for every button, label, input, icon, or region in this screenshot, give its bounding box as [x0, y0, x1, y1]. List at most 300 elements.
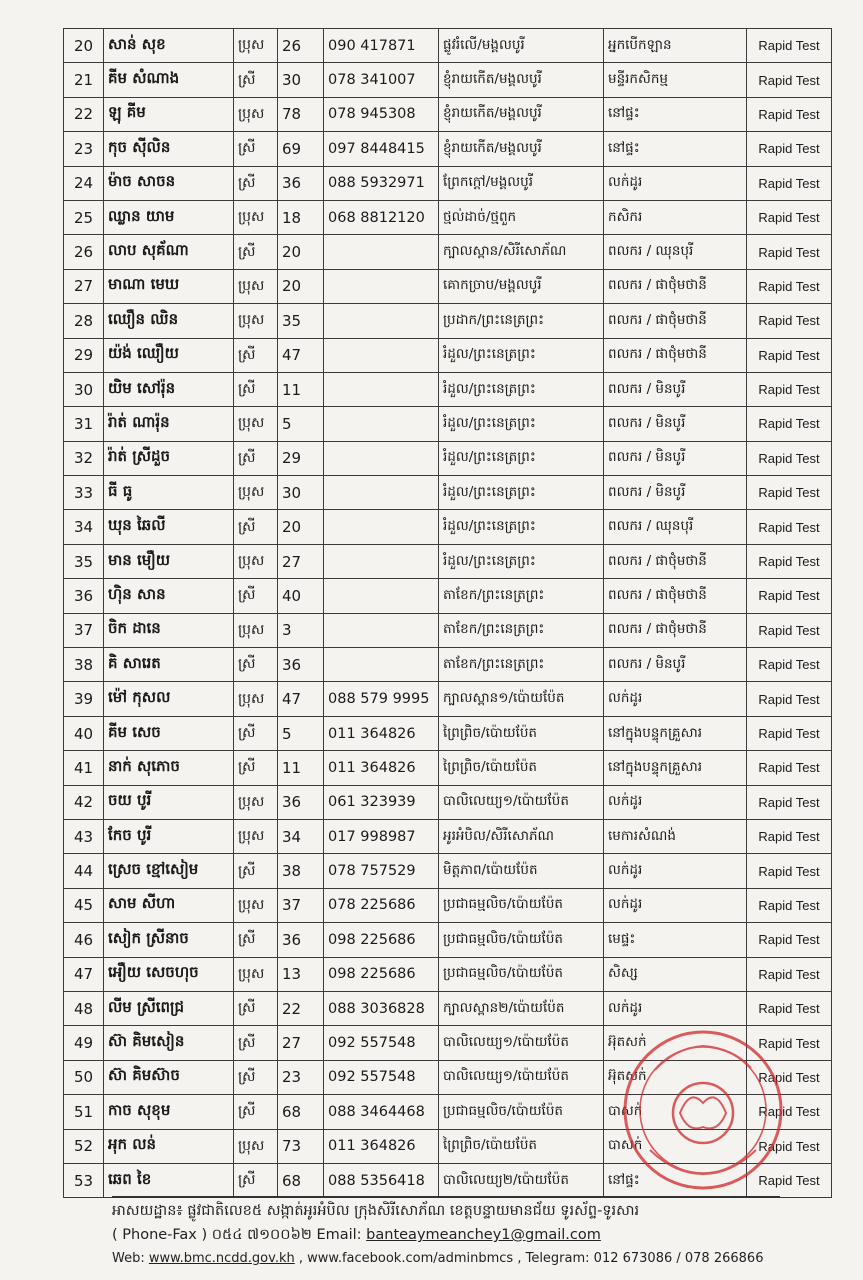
patient-phone — [324, 235, 439, 269]
patient-name: អុក លន់ — [104, 1129, 234, 1163]
patient-age: 27 — [278, 544, 324, 578]
patient-phone: 068 8812120 — [324, 200, 439, 234]
patient-age: 27 — [278, 1026, 324, 1060]
patient-phone: 088 5356418 — [324, 1163, 439, 1197]
patient-occupation: លក់ដូរ — [604, 854, 747, 888]
patient-sex: ស្រី — [234, 648, 278, 682]
patient-sex: ស្រី — [234, 510, 278, 544]
patient-sex: ប្រុស — [234, 476, 278, 510]
test-type: Rapid Test — [747, 510, 832, 544]
table-row — [64, 544, 832, 578]
patient-phone: 088 3036828 — [324, 991, 439, 1025]
test-type: Rapid Test — [747, 579, 832, 613]
patient-sex: ស្រី — [234, 1060, 278, 1094]
test-type: Rapid Test — [747, 1095, 832, 1129]
patient-occupation: កសិករ — [604, 200, 747, 234]
patient-name: សៀក ស្រីនាច — [104, 923, 234, 957]
patient-occupation: នៅក្នុងបន្ទុកគ្រួសារ — [604, 716, 747, 750]
test-type: Rapid Test — [747, 923, 832, 957]
patient-occupation: នៅផ្ទះ — [604, 1163, 747, 1197]
patient-occupation: លក់ដូរ — [604, 682, 747, 716]
patient-address: ប្រជាធម្មលិច/ប៉ោយប៉ែត — [439, 957, 604, 991]
patient-address: រំដួល/ព្រះនេត្រព្រះ — [439, 372, 604, 406]
test-type: Rapid Test — [747, 751, 832, 785]
patient-occupation: អ៊ុតសក់ — [604, 1060, 747, 1094]
row-number: 24 — [64, 166, 104, 200]
test-type: Rapid Test — [747, 1129, 832, 1163]
test-type: Rapid Test — [747, 29, 832, 63]
patient-phone: 098 225686 — [324, 957, 439, 991]
patient-name: ម៉ៅ កុសល — [104, 682, 234, 716]
patient-name: ឃុន ឆៃលី — [104, 510, 234, 544]
patient-address: ក្បាលស្ពាន១/ប៉ោយប៉ែត — [439, 682, 604, 716]
patient-phone — [324, 613, 439, 647]
table-row — [64, 407, 832, 441]
table-row — [64, 613, 832, 647]
patient-address: បាលិលេយ្យ១/ប៉ោយប៉ែត — [439, 1060, 604, 1094]
table-row — [64, 819, 832, 853]
test-type: Rapid Test — [747, 854, 832, 888]
patient-phone: 092 557548 — [324, 1026, 439, 1060]
patient-sex: ស្រី — [234, 372, 278, 406]
patient-name: អឿយ សេចហុច — [104, 957, 234, 991]
table-row — [64, 235, 832, 269]
patient-sex: ប្រុស — [234, 269, 278, 303]
row-number: 50 — [64, 1060, 104, 1094]
test-type: Rapid Test — [747, 1060, 832, 1094]
patient-address: ប្រដាក/ព្រះនេត្រព្រះ — [439, 304, 604, 338]
patient-address: បាលិលេយ្យ១/ប៉ោយប៉ែត — [439, 1026, 604, 1060]
patient-occupation: មេការសំណង់ — [604, 819, 747, 853]
patient-address: ថ្មល់ដាច់/ថ្មពួក — [439, 200, 604, 234]
patient-address: ប្រជាធម្មលិច/ប៉ោយប៉ែត — [439, 1095, 604, 1129]
footer-web-line — [112, 1247, 812, 1271]
row-number: 20 — [64, 29, 104, 63]
patient-occupation: ពលករ / ឈុនបុរី — [604, 510, 747, 544]
patient-age: 73 — [278, 1129, 324, 1163]
table-row — [64, 510, 832, 544]
patient-address: រំដួល/ព្រះនេត្រព្រះ — [439, 476, 604, 510]
patient-name: មាន មឿយ — [104, 544, 234, 578]
table-row — [64, 1163, 832, 1197]
row-number: 38 — [64, 648, 104, 682]
patient-occupation: លក់ដូរ — [604, 888, 747, 922]
address-text: ផ្លូវជាតិលេខ៥ សង្កាត់អូរអំបិល ក្រុងសិរីសោភ័ណ ខេត្តបន្ទាយមានជ័យ ទូរស័ព្ទ-ទូរសារ — [187, 1203, 640, 1219]
table-row — [64, 476, 832, 510]
patient-occupation: ពលករ / ផាថុំមថានី — [604, 338, 747, 372]
patient-sex: ស្រី — [234, 1095, 278, 1129]
patient-age: 47 — [278, 682, 324, 716]
patient-name: គីម សេច — [104, 716, 234, 750]
row-number: 28 — [64, 304, 104, 338]
patient-sex: ស្រី — [234, 751, 278, 785]
table-row — [64, 923, 832, 957]
patient-sex: ស្រី — [234, 338, 278, 372]
patient-phone — [324, 407, 439, 441]
patient-address: តាខែក/ព្រះនេត្រព្រះ — [439, 613, 604, 647]
test-type: Rapid Test — [747, 991, 832, 1025]
row-number: 49 — [64, 1026, 104, 1060]
patient-name: ចិក ដានេ — [104, 613, 234, 647]
patient-age: 36 — [278, 923, 324, 957]
test-type: Rapid Test — [747, 819, 832, 853]
patient-name: សាន់ សុខ — [104, 29, 234, 63]
patient-age: 5 — [278, 407, 324, 441]
table-row — [64, 200, 832, 234]
patient-phone: 078 945308 — [324, 97, 439, 131]
test-type: Rapid Test — [747, 372, 832, 406]
test-type: Rapid Test — [747, 476, 832, 510]
patient-age: 68 — [278, 1095, 324, 1129]
test-type: Rapid Test — [747, 200, 832, 234]
patient-occupation: ពលករ / មិនបូរី — [604, 476, 747, 510]
patient-phone — [324, 304, 439, 338]
footer-address-line — [112, 1199, 812, 1223]
patient-occupation: ពលករ / ផាថុំមថានី — [604, 544, 747, 578]
website-link[interactable]: www.bmc.ncdd.gov.kh — [148, 1251, 295, 1266]
patient-name: គីម សំណាង — [104, 63, 234, 97]
patient-phone — [324, 648, 439, 682]
patient-phone — [324, 269, 439, 303]
patient-occupation: អ្នកបើកឡាន — [604, 29, 747, 63]
test-type: Rapid Test — [747, 888, 832, 922]
patient-name: សាម សីហា — [104, 888, 234, 922]
patient-name: ស៊ា គិមស៊ាច — [104, 1060, 234, 1094]
table-row — [64, 304, 832, 338]
patient-sex: ប្រុស — [234, 200, 278, 234]
patient-occupation: ពលករ / ឈុនបុរី — [604, 235, 747, 269]
patient-address: ផ្លូវរំលើ/មង្គលបូរី — [439, 29, 604, 63]
patient-name: កាច សុខុម — [104, 1095, 234, 1129]
row-number: 21 — [64, 63, 104, 97]
patient-name: ឡុ គីម — [104, 97, 234, 131]
test-type: Rapid Test — [747, 682, 832, 716]
patient-age: 3 — [278, 613, 324, 647]
patient-address: ព្រៃព្រិច/ប៉ោយប៉ែត — [439, 716, 604, 750]
patient-age: 36 — [278, 785, 324, 819]
patient-address: បាលិលេយ្យ១/ប៉ោយប៉ែត — [439, 785, 604, 819]
patient-address: ក្បាលស្ពាន២/ប៉ោយប៉ែត — [439, 991, 604, 1025]
patient-address: ព្រៃព្រិច/ប៉ោយប៉ែត — [439, 1129, 604, 1163]
patient-occupation: ពលករ / មិនបូរី — [604, 407, 747, 441]
patient-address: ខ្ញុំរាយកើត/មង្គលបូរី — [439, 63, 604, 97]
patient-phone: 011 364826 — [324, 1129, 439, 1163]
test-type: Rapid Test — [747, 1163, 832, 1197]
table-row — [64, 854, 832, 888]
patient-age: 36 — [278, 166, 324, 200]
patient-phone: 090 417871 — [324, 29, 439, 63]
table-row — [64, 991, 832, 1025]
patient-phone: 078 341007 — [324, 63, 439, 97]
test-type: Rapid Test — [747, 1026, 832, 1060]
patient-phone: 098 225686 — [324, 923, 439, 957]
footer-divider — [112, 1196, 780, 1198]
row-number: 41 — [64, 751, 104, 785]
patient-name: យិម សៅរ៉ុន — [104, 372, 234, 406]
patient-address: មិត្តភាព/ប៉ោយប៉ែត — [439, 854, 604, 888]
patient-occupation: មេផ្ទះ — [604, 923, 747, 957]
patient-address: រំដួល/ព្រះនេត្រព្រះ — [439, 544, 604, 578]
patient-table — [63, 28, 832, 1198]
patient-age: 20 — [278, 510, 324, 544]
patient-sex: ស្រី — [234, 235, 278, 269]
patient-age: 11 — [278, 372, 324, 406]
patient-name: មាណា មេឃ — [104, 269, 234, 303]
table-row — [64, 372, 832, 406]
patient-name: ម៉ាច សាចន — [104, 166, 234, 200]
patient-occupation: នៅផ្ទះ — [604, 132, 747, 166]
patient-phone: 092 557548 — [324, 1060, 439, 1094]
table-row — [64, 1129, 832, 1163]
patient-phone: 088 579 9995 — [324, 682, 439, 716]
row-number: 27 — [64, 269, 104, 303]
web-label: Web: — [112, 1251, 145, 1266]
table-row — [64, 269, 832, 303]
row-number: 39 — [64, 682, 104, 716]
patient-age: 40 — [278, 579, 324, 613]
patient-phone: 078 225686 — [324, 888, 439, 922]
patient-phone: 011 364826 — [324, 716, 439, 750]
row-number: 33 — [64, 476, 104, 510]
test-type: Rapid Test — [747, 544, 832, 578]
patient-occupation: ពលករ / មិនបូរី — [604, 648, 747, 682]
table-row — [64, 29, 832, 63]
patient-sex: ប្រុស — [234, 819, 278, 853]
patient-name: កែច បូរី — [104, 819, 234, 853]
patient-occupation: ពលករ / ផាថុំមថានី — [604, 613, 747, 647]
patient-sex: ស្រី — [234, 132, 278, 166]
patient-name: ស៊ា គិមសៀន — [104, 1026, 234, 1060]
patient-age: 20 — [278, 235, 324, 269]
patient-address: រំដួល/ព្រះនេត្រព្រះ — [439, 407, 604, 441]
table-row — [64, 1026, 832, 1060]
patient-occupation: ពលករ / ផាថុំមថានី — [604, 269, 747, 303]
patient-occupation: ពលករ / មិនបូរី — [604, 372, 747, 406]
patient-name: ឈឿន ឈិន — [104, 304, 234, 338]
table-row — [64, 1095, 832, 1129]
table-row — [64, 716, 832, 750]
patient-occupation: ពលករ / ផាថុំមថានី — [604, 579, 747, 613]
test-type: Rapid Test — [747, 304, 832, 338]
patient-age: 30 — [278, 476, 324, 510]
test-type: Rapid Test — [747, 338, 832, 372]
patient-phone: 078 757529 — [324, 854, 439, 888]
email-link[interactable]: banteaymeanchey1@gmail.com — [366, 1227, 601, 1243]
patient-age: 5 — [278, 716, 324, 750]
patient-sex: ស្រី — [234, 854, 278, 888]
patient-sex: ស្រី — [234, 716, 278, 750]
patient-occupation: ពលករ / មិនបូរី — [604, 441, 747, 475]
telegram-text: , Telegram: 012 673086 / 078 266866 — [517, 1251, 764, 1266]
row-number: 36 — [64, 579, 104, 613]
test-type: Rapid Test — [747, 716, 832, 750]
table-row — [64, 338, 832, 372]
row-number: 22 — [64, 97, 104, 131]
footer — [112, 1199, 812, 1271]
patient-sex: ស្រី — [234, 166, 278, 200]
patient-name: រ៉ាត់ ណារ៉ុន — [104, 407, 234, 441]
row-number: 35 — [64, 544, 104, 578]
patient-occupation: លក់ដូរ — [604, 166, 747, 200]
patient-address: អូរអំបិល/សិរីសោភ័ណ — [439, 819, 604, 853]
patient-phone — [324, 476, 439, 510]
patient-occupation: បាសក់ — [604, 1129, 747, 1163]
patient-sex: ប្រុស — [234, 29, 278, 63]
test-type: Rapid Test — [747, 648, 832, 682]
patient-phone: 017 998987 — [324, 819, 439, 853]
test-type: Rapid Test — [747, 441, 832, 475]
table-row — [64, 648, 832, 682]
patient-age: 29 — [278, 441, 324, 475]
email-label: Email: — [316, 1227, 362, 1243]
patient-sex: ប្រុស — [234, 785, 278, 819]
patient-address: ក្បាលស្ពាន/សិរីសោភ័ណ — [439, 235, 604, 269]
row-number: 48 — [64, 991, 104, 1025]
patient-phone — [324, 441, 439, 475]
patient-phone: 088 3464468 — [324, 1095, 439, 1129]
patient-age: 47 — [278, 338, 324, 372]
patient-phone — [324, 544, 439, 578]
table-row — [64, 166, 832, 200]
patient-name: លាប សុគ័ណា — [104, 235, 234, 269]
patient-sex: ប្រុស — [234, 1129, 278, 1163]
footer-contact-line — [112, 1223, 812, 1247]
patient-age: 26 — [278, 29, 324, 63]
row-number: 26 — [64, 235, 104, 269]
patient-address: តាខែក/ព្រះនេត្រព្រះ — [439, 648, 604, 682]
patient-name: ស្រេច ខ្មៅសៀម — [104, 854, 234, 888]
table-row — [64, 132, 832, 166]
patient-sex: ប្រុស — [234, 407, 278, 441]
patient-address: តាខែក/ព្រះនេត្រព្រះ — [439, 579, 604, 613]
table-row — [64, 63, 832, 97]
patient-name: យ៉ង់ ឈឿយ — [104, 338, 234, 372]
test-type: Rapid Test — [747, 235, 832, 269]
patient-occupation: នៅផ្ទះ — [604, 97, 747, 131]
test-type: Rapid Test — [747, 613, 832, 647]
row-number: 31 — [64, 407, 104, 441]
patient-sex: ប្រុស — [234, 888, 278, 922]
patient-name: ឈ្លាន យាម — [104, 200, 234, 234]
patient-phone — [324, 579, 439, 613]
row-number: 25 — [64, 200, 104, 234]
patient-age: 30 — [278, 63, 324, 97]
row-number: 23 — [64, 132, 104, 166]
table-row — [64, 751, 832, 785]
patient-phone — [324, 372, 439, 406]
patient-phone — [324, 510, 439, 544]
row-number: 32 — [64, 441, 104, 475]
patient-name: ឆេព ខៃ — [104, 1163, 234, 1197]
patient-address: រំដួល/ព្រះនេត្រព្រះ — [439, 338, 604, 372]
patient-occupation: ពលករ / ផាថុំមថានី — [604, 304, 747, 338]
test-type: Rapid Test — [747, 97, 832, 131]
row-number: 40 — [64, 716, 104, 750]
patient-age: 23 — [278, 1060, 324, 1094]
patient-occupation: មន្ទីរកសិកម្ម — [604, 63, 747, 97]
row-number: 37 — [64, 613, 104, 647]
table-row — [64, 441, 832, 475]
patient-name: ធី ធូ — [104, 476, 234, 510]
patient-age: 37 — [278, 888, 324, 922]
patient-address: គោកច្រាប/មង្គលបូរី — [439, 269, 604, 303]
test-type: Rapid Test — [747, 269, 832, 303]
facebook-link[interactable]: , www.facebook.com/adminbmcs — [298, 1251, 514, 1266]
patient-age: 78 — [278, 97, 324, 131]
table-row — [64, 97, 832, 131]
patient-age: 20 — [278, 269, 324, 303]
patient-sex: ប្រុស — [234, 613, 278, 647]
test-type: Rapid Test — [747, 63, 832, 97]
test-type: Rapid Test — [747, 957, 832, 991]
row-number: 43 — [64, 819, 104, 853]
row-number: 52 — [64, 1129, 104, 1163]
table-row — [64, 957, 832, 991]
row-number: 44 — [64, 854, 104, 888]
patient-phone: 061 323939 — [324, 785, 439, 819]
patient-occupation: លក់ដូរ — [604, 991, 747, 1025]
patient-name: នាក់ សុភោច — [104, 751, 234, 785]
patient-address: ព្រែកក្តៅ/មង្គលបូរី — [439, 166, 604, 200]
patient-sex: ស្រី — [234, 579, 278, 613]
patient-address: ព្រៃព្រិច/ប៉ោយប៉ែត — [439, 751, 604, 785]
test-type: Rapid Test — [747, 132, 832, 166]
patient-age: 22 — [278, 991, 324, 1025]
patient-occupation: លក់ដូរ — [604, 785, 747, 819]
table-row — [64, 579, 832, 613]
patient-phone: 011 364826 — [324, 751, 439, 785]
row-number: 30 — [64, 372, 104, 406]
table-row — [64, 1060, 832, 1094]
row-number: 51 — [64, 1095, 104, 1129]
patient-sex: ប្រុស — [234, 957, 278, 991]
row-number: 46 — [64, 923, 104, 957]
patient-age: 11 — [278, 751, 324, 785]
patient-sex: ប្រុស — [234, 97, 278, 131]
patient-occupation: បាសក់ — [604, 1095, 747, 1129]
patient-sex: ស្រី — [234, 1026, 278, 1060]
patient-age: 36 — [278, 648, 324, 682]
patient-phone: 097 8448415 — [324, 132, 439, 166]
patient-sex: ប្រុស — [234, 682, 278, 716]
patient-sex: ប្រុស — [234, 544, 278, 578]
row-number: 34 — [64, 510, 104, 544]
table-row — [64, 888, 832, 922]
test-type: Rapid Test — [747, 407, 832, 441]
patient-address: រំដួល/ព្រះនេត្រព្រះ — [439, 441, 604, 475]
row-number: 47 — [64, 957, 104, 991]
test-type: Rapid Test — [747, 166, 832, 200]
patient-address: ប្រជាធម្មលិច/ប៉ោយប៉ែត — [439, 923, 604, 957]
patient-occupation: សិស្ស — [604, 957, 747, 991]
patient-age: 18 — [278, 200, 324, 234]
phone-fax-number: ០៥៤ ៧១០០៦២ — [211, 1227, 312, 1243]
patient-name: រ៉ាត់ ស្រីដួច — [104, 441, 234, 475]
patient-sex: ប្រុស — [234, 304, 278, 338]
table-body — [64, 29, 832, 1198]
patient-phone: 088 5932971 — [324, 166, 439, 200]
patient-address: រំដួល/ព្រះនេត្រព្រះ — [439, 510, 604, 544]
patient-age: 38 — [278, 854, 324, 888]
patient-age: 13 — [278, 957, 324, 991]
patient-age: 35 — [278, 304, 324, 338]
phone-fax-label: ( Phone-Fax ) — [112, 1227, 208, 1243]
row-number: 53 — [64, 1163, 104, 1197]
patient-address: បាលិលេយ្យ២/ប៉ោយប៉ែត — [439, 1163, 604, 1197]
patient-address: ប្រជាធម្មលិច/ប៉ោយប៉ែត — [439, 888, 604, 922]
row-number: 29 — [64, 338, 104, 372]
patient-occupation: នៅក្នុងបន្ទុកគ្រួសារ — [604, 751, 747, 785]
